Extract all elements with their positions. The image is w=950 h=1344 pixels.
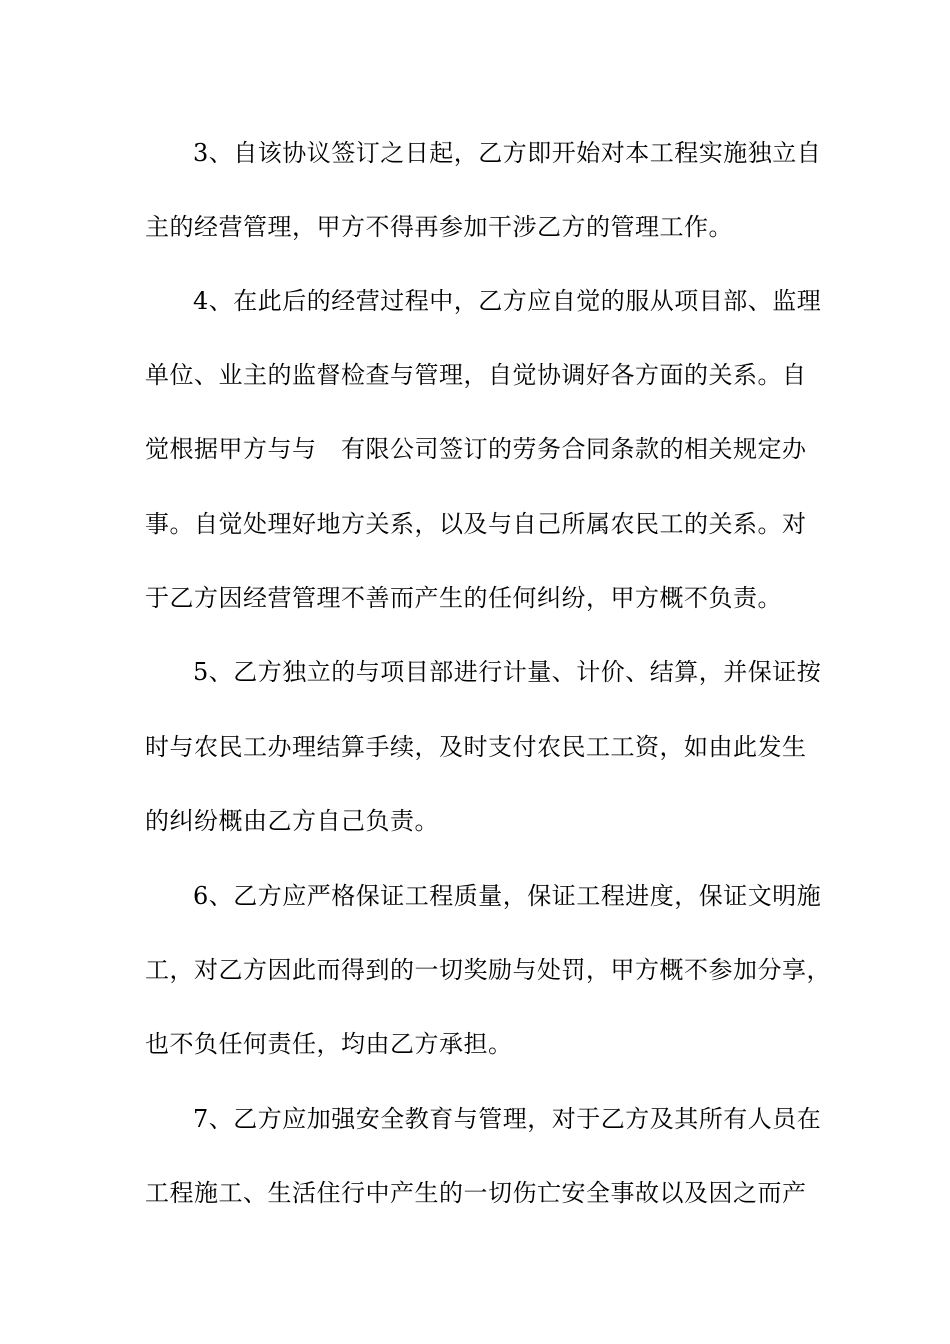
paragraph-3-line-2: 主的经营管理，甲方不得再参加干涉乙方的管理工作。 bbox=[145, 213, 733, 241]
paragraph-4-line-4: 事。自觉处理好地方关系，以及与自己所属农民工的关系。对 bbox=[145, 510, 807, 538]
paragraph-5-line-3: 的纠纷概由乙方自己负责。 bbox=[145, 807, 439, 835]
paragraph-4-line-2: 单位、业主的监督检查与管理，自觉协调好各方面的关系。自 bbox=[145, 361, 807, 389]
paragraph-6-line-1: 6、乙方应严格保证工程质量，保证工程进度，保证文明施 bbox=[193, 882, 822, 910]
paragraph-5-line-2: 时与农民工办理结算手续，及时支付农民工工资，如由此发生 bbox=[145, 733, 807, 761]
paragraph-4-line-3: 觉根据甲方与与 有限公司签订的劳务合同条款的相关规定办 bbox=[145, 435, 807, 463]
paragraph-7-line-1: 7、乙方应加强安全教育与管理，对于乙方及其所有人员在 bbox=[193, 1105, 822, 1133]
paragraph-4-line-1: 4、在此后的经营过程中，乙方应自觉的服从项目部、监理 bbox=[193, 287, 822, 315]
paragraph-4-line-5: 于乙方因经营管理不善而产生的任何纠纷，甲方概不负责。 bbox=[145, 584, 782, 612]
paragraph-5-line-1: 5、乙方独立的与项目部进行计量、计价、结算，并保证按 bbox=[193, 658, 822, 686]
paragraph-7-line-2: 工程施工、生活住行中产生的一切伤亡安全事故以及因之而产 bbox=[145, 1179, 807, 1207]
paragraph-3-line-1: 3、自该协议签订之日起，乙方即开始对本工程实施独立自 bbox=[193, 139, 822, 167]
paragraph-6-line-3: 也不负任何责任，均由乙方承担。 bbox=[145, 1030, 513, 1058]
paragraph-6-line-2: 工，对乙方因此而得到的一切奖励与处罚，甲方概不参加分享， bbox=[145, 956, 831, 984]
